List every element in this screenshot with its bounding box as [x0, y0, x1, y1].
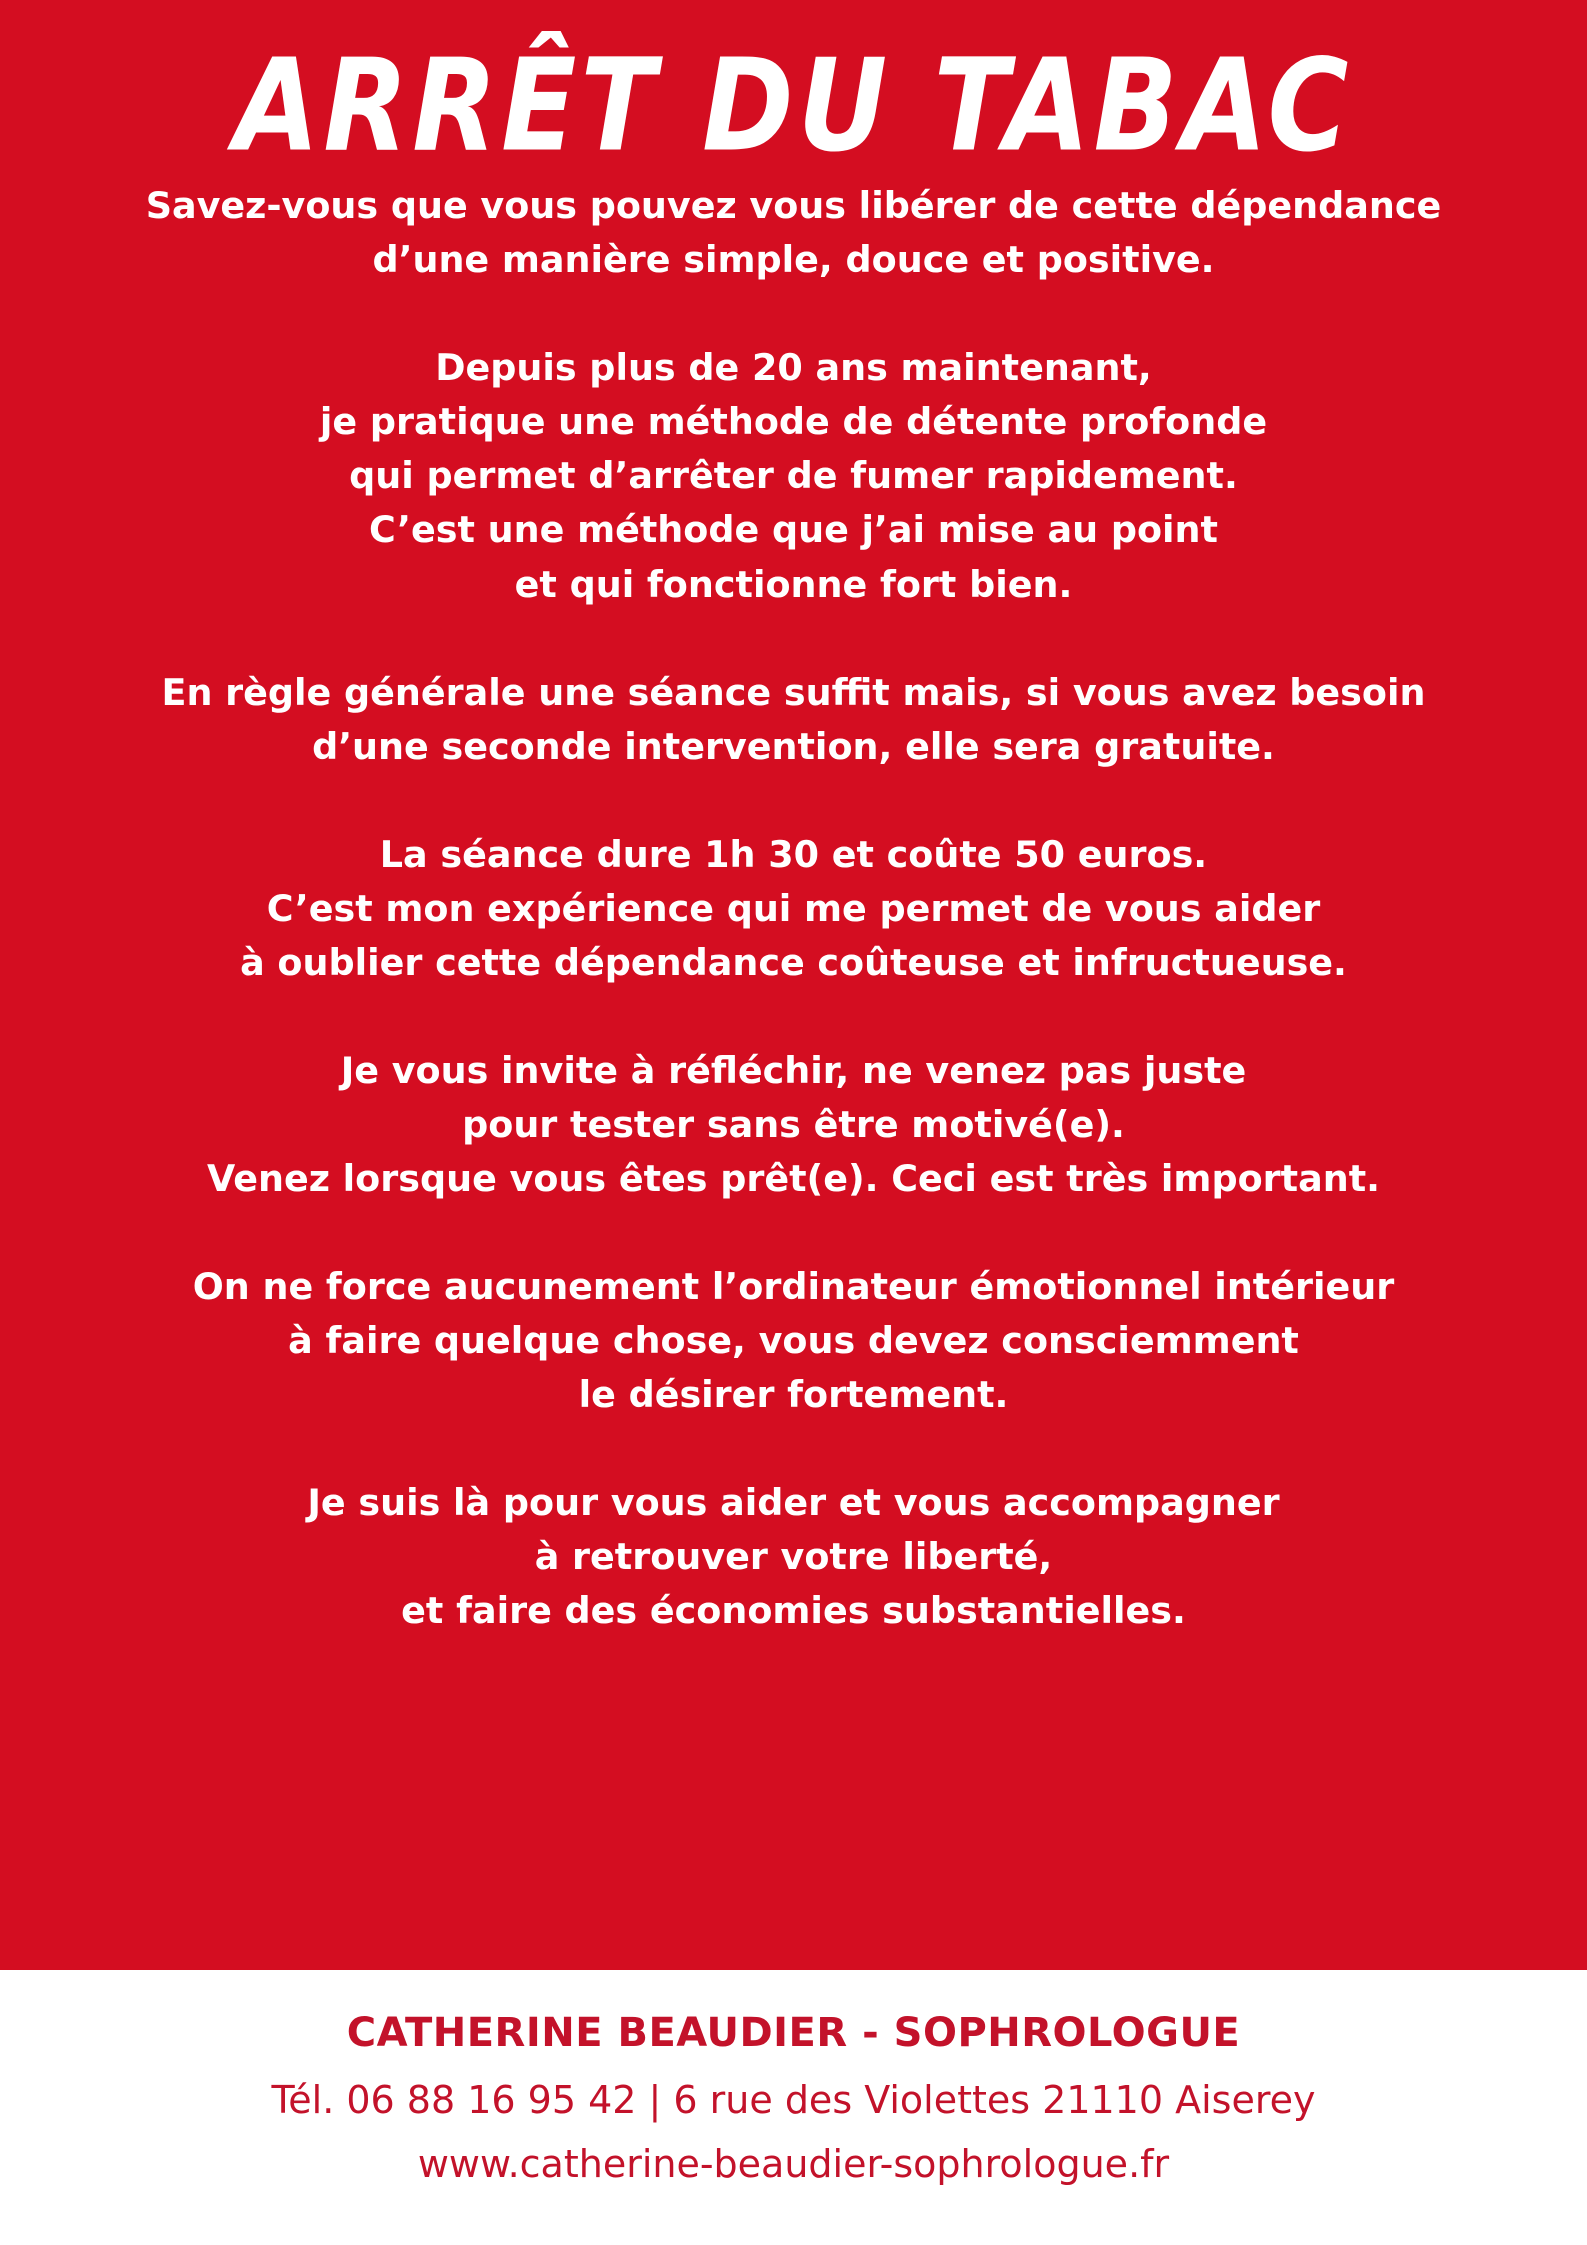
paragraph-line: le désirer fortement.: [578, 1372, 1009, 1416]
paragraph-motivation: [44, 1044, 1544, 1206]
paragraph-support: [44, 1476, 1544, 1638]
paragraph-line: Savez-vous que vous pouvez vous libérer de cette dépendance: [145, 184, 1442, 228]
paragraph-line: C’est mon expérience qui me permet de vous aider: [266, 886, 1321, 930]
paragraph-line: et faire des économies substantielles.: [401, 1588, 1186, 1632]
paragraph-line: je pratique une méthode de détente profonde: [319, 400, 1268, 444]
paragraph-line: Depuis plus de 20 ans maintenant,: [435, 346, 1152, 390]
poster-body-copy: [44, 179, 1544, 1637]
paragraph-line: à retrouver votre liberté,: [534, 1534, 1053, 1578]
paragraph-line: Je suis là pour vous aider et vous accompagner: [307, 1480, 1280, 1524]
paragraph-no-force: [44, 1260, 1544, 1422]
footer: [0, 1970, 1587, 2245]
website-link[interactable]: www.catherine-beaudier-sophrologue.fr: [417, 2142, 1170, 2186]
paragraph-line: En règle générale une séance suffit mais, si vous avez besoin: [161, 670, 1426, 714]
paragraph-line: d’une manière simple, douce et positive.: [372, 238, 1215, 282]
paragraph-line: à oublier cette dépendance coûteuse et infructueuse.: [240, 940, 1347, 984]
practitioner-name: CATHERINE BEAUDIER - SOPHROLOGUE: [346, 2010, 1241, 2056]
paragraph-sessions: [44, 666, 1544, 774]
paragraph-line: et qui fonctionne fort bien.: [514, 562, 1073, 606]
paragraph-line: Je vous invite à réfléchir, ne venez pas juste: [340, 1048, 1247, 1092]
page-title: ARRÊT DU TABAC: [234, 32, 1353, 181]
paragraph-line: d’une seconde intervention, elle sera gratuite.: [312, 724, 1275, 768]
paragraph-line: Venez lorsque vous êtes prêt(e). Ceci est très important.: [206, 1156, 1381, 1200]
paragraph-line: à faire quelque chose, vous devez consciemment: [288, 1318, 1299, 1362]
paragraph-line: pour tester sans être motivé(e).: [462, 1102, 1125, 1146]
contact-details: Tél. 06 88 16 95 42 | 6 rue des Violettes 21110 Aiserey: [271, 2078, 1316, 2122]
paragraph-experience: [44, 341, 1544, 611]
paragraph-line: qui permet d’arrêter de fumer rapidement.: [349, 454, 1238, 498]
paragraph-line: La séance dure 1h 30 et coûte 50 euros.: [379, 832, 1208, 876]
paragraph-line: On ne force aucunement l’ordinateur émotionnel intérieur: [192, 1264, 1395, 1308]
paragraph-line: C’est une méthode que j’ai mise au point: [369, 508, 1218, 552]
paragraph-intro: [44, 179, 1544, 287]
paragraph-price: [44, 828, 1544, 990]
